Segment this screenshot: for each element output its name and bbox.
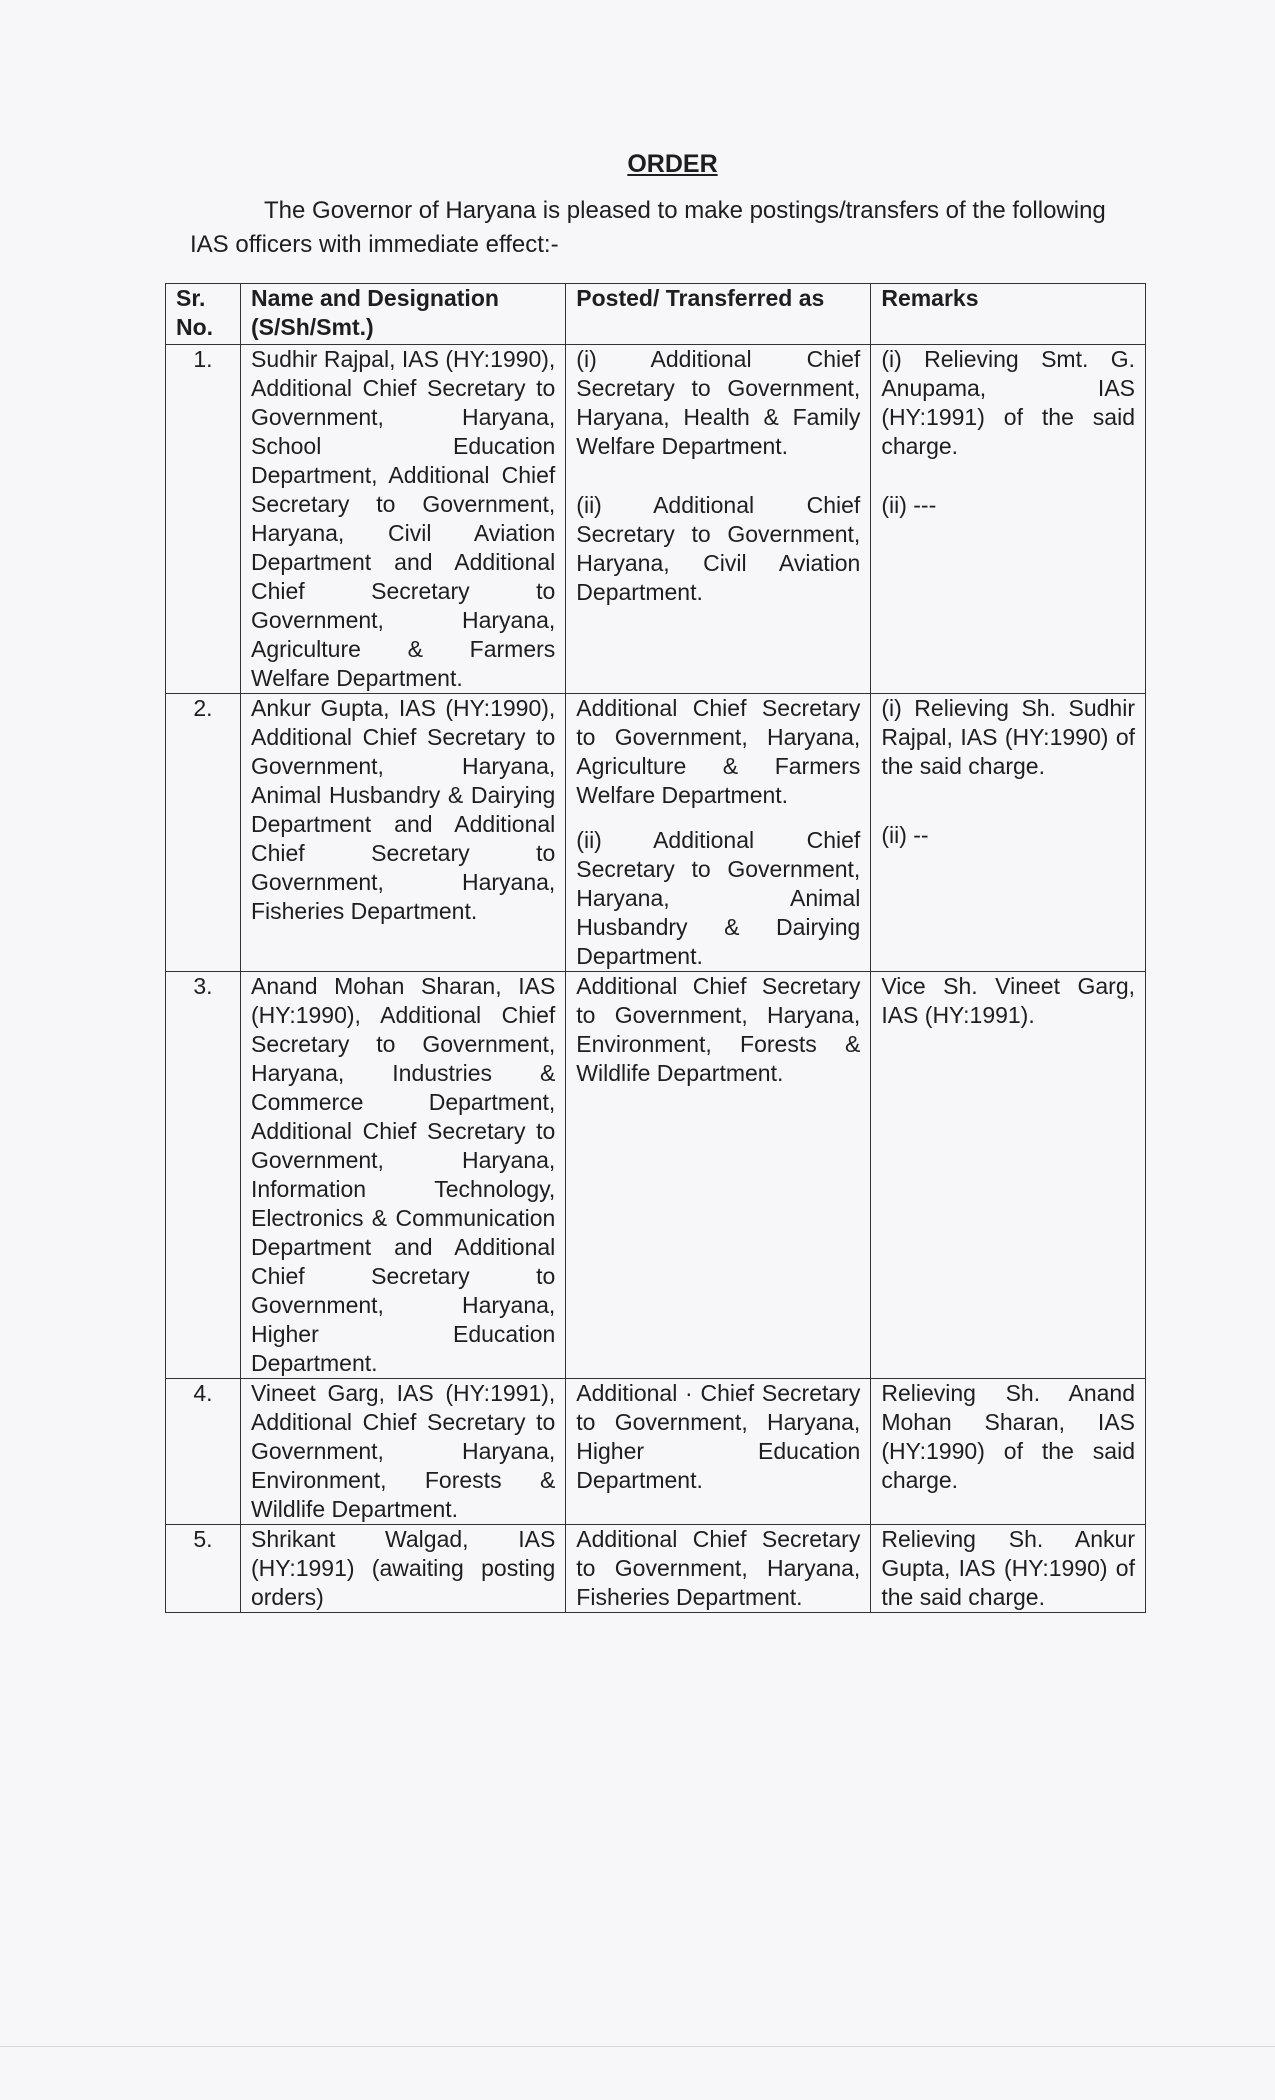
remarks-item: Relieving Sh. Ankur Gupta, IAS (HY:1990) of the said charge. — [881, 1526, 1135, 1610]
posted-item: Additional Chief Secretary to Government, Haryana, Environment, Forests & Wildlife Department. — [576, 973, 861, 1086]
cell-remarks — [871, 972, 1146, 1379]
table-row — [166, 345, 1146, 694]
cell-posted — [566, 1525, 871, 1613]
intro-line-2: IAS officers with immediate effect:- — [190, 231, 559, 258]
postings-table — [165, 283, 1146, 1613]
remarks-item: (i) Relieving Smt. G. Anupama, IAS (HY:1991) of the said charge. — [881, 346, 1135, 459]
cell-posted — [566, 345, 871, 694]
remarks-item: (ii) --- — [881, 492, 937, 518]
cell-posted — [566, 694, 871, 972]
posted-item: Additional · Chief Secretary to Government, Haryana, Higher Education Department. — [576, 1380, 861, 1493]
cell-posted — [566, 1379, 871, 1525]
posted-item: (ii) Additional Chief Secretary to Government, Haryana, Civil Aviation Department. — [576, 492, 861, 605]
posted-item: (ii) Additional Chief Secretary to Government, Haryana, Animal Husbandry & Dairying Department. — [576, 827, 861, 969]
cell-name: Shrikant Walgad, IAS (HY:1991) (awaiting posting orders) — [240, 1525, 565, 1613]
table-row — [166, 1379, 1146, 1525]
cell-remarks — [871, 694, 1146, 972]
intro-paragraph — [190, 194, 1158, 262]
cell-sr: 5. — [166, 1525, 241, 1613]
header-sr-no: Sr. No. — [166, 284, 241, 345]
cell-name: Anand Mohan Sharan, IAS (HY:1990), Additional Chief Secretary to Government, Haryana, Industries & Commerce Department, Additional Chief Secretary to Government, Haryana, Information Technology, Electronics & Communication Department and Additional Chief Secretary to Government, Haryana, Higher Education Department. — [240, 972, 565, 1379]
header-name-designation: Name and Designation (S/Sh/Smt.) — [240, 284, 565, 345]
cell-sr: 4. — [166, 1379, 241, 1525]
cell-remarks — [871, 345, 1146, 694]
table-row — [166, 972, 1146, 1379]
cell-remarks — [871, 1525, 1146, 1613]
header-remarks: Remarks — [871, 284, 1146, 345]
table-row — [166, 1525, 1146, 1613]
table-header-row — [166, 284, 1146, 345]
posted-item: (i) Additional Chief Secretary to Government, Haryana, Health & Family Welfare Department. — [576, 346, 861, 459]
cell-posted — [566, 972, 871, 1379]
cell-name: Vineet Garg, IAS (HY:1991), Additional Chief Secretary to Government, Haryana, Environment, Forests & Wildlife Department. — [240, 1379, 565, 1525]
remarks-item: (i) Relieving Sh. Sudhir Rajpal, IAS (HY:1990) of the said charge. — [881, 695, 1135, 779]
cell-sr: 3. — [166, 972, 241, 1379]
page-title: ORDER — [627, 150, 718, 178]
remarks-item: Vice Sh. Vineet Garg, IAS (HY:1991). — [881, 973, 1135, 1028]
remarks-item: Relieving Sh. Anand Mohan Sharan, IAS (HY:1990) of the said charge. — [881, 1380, 1135, 1493]
cell-sr: 1. — [166, 345, 241, 694]
table-row — [166, 694, 1146, 972]
remarks-item: (ii) -- — [881, 822, 929, 848]
posted-item: Additional Chief Secretary to Government, Haryana, Fisheries Department. — [576, 1526, 861, 1610]
header-posted-transferred: Posted/ Transferred as — [566, 284, 871, 345]
cell-sr: 2. — [166, 694, 241, 972]
page-edge-divider — [0, 2046, 1275, 2047]
cell-name: Ankur Gupta, IAS (HY:1990), Additional Chief Secretary to Government, Haryana, Animal Husbandry & Dairying Department and Additional Chief Secretary to Government, Haryana, Fisheries Department. — [240, 694, 565, 972]
cell-name: Sudhir Rajpal, IAS (HY:1990), Additional Chief Secretary to Government, Haryana, School Education Department, Additional Chief Secretary to Government, Haryana, Civil Aviation Department and Additional Chief Secretary to Government, Haryana, Agriculture & Farmers Welfare Department. — [240, 345, 565, 694]
posted-item: Additional Chief Secretary to Government, Haryana, Agriculture & Farmers Welfare Department. — [576, 695, 861, 808]
cell-remarks — [871, 1379, 1146, 1525]
intro-line-1: The Governor of Haryana is pleased to make postings/transfers of the following — [264, 197, 1106, 224]
